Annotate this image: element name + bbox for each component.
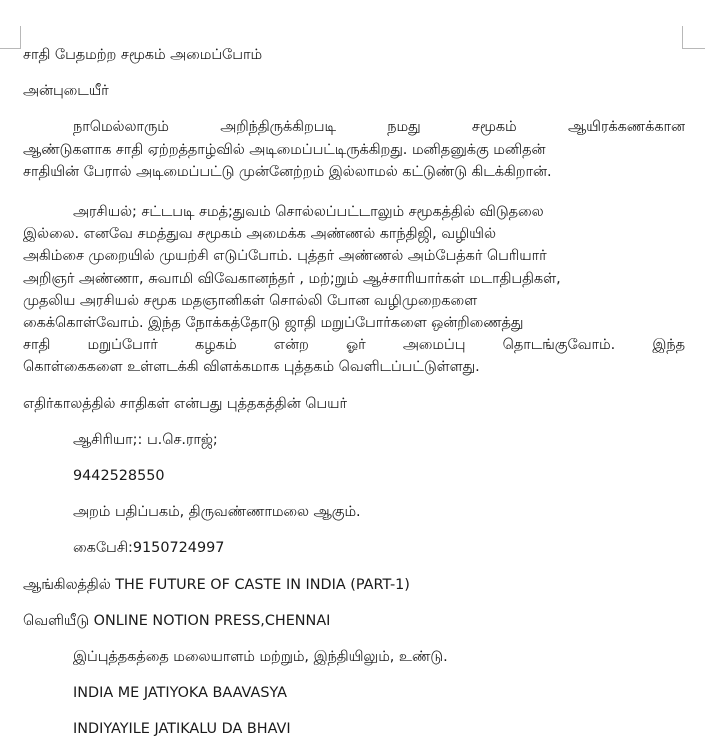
word: என்ற	[273, 337, 309, 354]
word: இந்த	[652, 337, 685, 354]
word: அறிந்திருக்கிறபடி	[220, 119, 336, 136]
release-line: வெளியீடு ONLINE NOTION PRESS,CHENNAI	[23, 612, 331, 629]
english-title-line: ஆங்கிலத்தில் THE FUTURE OF CASTE IN INDIA (PART-1)	[23, 576, 410, 593]
mobile-line: கைபேசி:9150724997	[73, 540, 225, 557]
para2-line3: அகிம்சை முறையில் முயற்சி எடுப்போம். புத்தர் அண்ணல் அம்பேத்கர் பெரியார்	[23, 248, 547, 265]
document-page	[23, 44, 685, 741]
word: ஓர்	[346, 337, 366, 354]
para2-line8: கொள்கைகளை உள்ளடக்கி விளக்கமாக புத்தகம் வெளிடப்பட்டுள்ளது.	[23, 359, 480, 376]
para1-line1	[23, 116, 685, 138]
para2-line5: முதலிய அரசியல் சமூக மதஞானிகள் சொல்லி போன வழிமுறைகளை	[23, 292, 478, 309]
para2-line6: கைக்கொள்வோம். இந்த நோக்கத்தோடு ஜாதி மறுப்போர்களை ஒன்றிணைத்து	[23, 315, 524, 332]
document-title: சாதி பேதமற்ற சமூகம் அமைப்போம்	[23, 47, 263, 63]
book-name-line: எதிர்காலத்தில் சாதிகள் என்பது புத்தகத்தின் பெயர்	[23, 395, 347, 412]
translations-line: இப்புத்தகத்தை மலையாளம் மற்றும், இந்தியிலும், உண்டு.	[73, 649, 448, 666]
para1-line2: ஆண்டுகளாக சாதி ஏற்றத்தாழ்வில் அடிமைப்பட்டிருக்கிறது. மனிதனுக்கு மனிதன்	[23, 141, 546, 158]
page-corner-mark-right	[682, 26, 705, 49]
malayalam-title: INDIYAYILE JATIKALU DA BHAVI	[73, 721, 291, 738]
para2-line2: இல்லை. எனவே சமத்துவ சமூகம் அமைக்க அண்ணல் காந்திஜி, வழியில்	[23, 226, 496, 243]
word: சாதி	[23, 337, 51, 354]
word: நாமெல்லாரும்	[73, 119, 169, 136]
para1-line3: சாதியின் பேரால் அடிமைப்பட்டு முன்னேற்றம் இல்லாமல் கட்டுண்டு கிடக்கிறான்.	[23, 163, 552, 180]
paragraph-2	[23, 201, 685, 379]
word: அமைப்பு	[402, 337, 466, 354]
publisher-line: அறம் பதிப்பகம், திருவண்ணாமலை ஆகும்.	[73, 504, 361, 521]
word: மறுப்போர்	[87, 337, 158, 354]
phone-number: 9442528550	[73, 468, 165, 485]
word: நமது	[387, 119, 421, 136]
word: கழகம்	[195, 337, 237, 354]
author-line: ஆசிரியா;: ப.செ.ராஜ்;	[73, 431, 218, 448]
word: சமூகம்	[471, 119, 517, 136]
word: ஆயிரக்கணக்கான	[567, 119, 685, 136]
para2-line7	[23, 334, 685, 356]
word: தொடங்குவோம்.	[502, 337, 616, 354]
hindi-title: INDIA ME JATIYOKA BAAVASYA	[73, 685, 287, 702]
paragraph-1	[23, 116, 685, 183]
para2-line1: அரசியல்; சட்டபடி சமத்;துவம் சொல்லப்பட்டாலும் சமூகத்தில் விடுதலை	[73, 204, 544, 221]
greeting: அன்புடையீர்	[23, 83, 109, 100]
page-corner-mark-left	[0, 26, 21, 49]
para2-line4: அறிஞர் அண்ணா, சுவாமி விவேகானந்தர் , மற்;றும் ஆச்சாரியார்கள் மடாதிபதிகள்,	[23, 270, 561, 287]
